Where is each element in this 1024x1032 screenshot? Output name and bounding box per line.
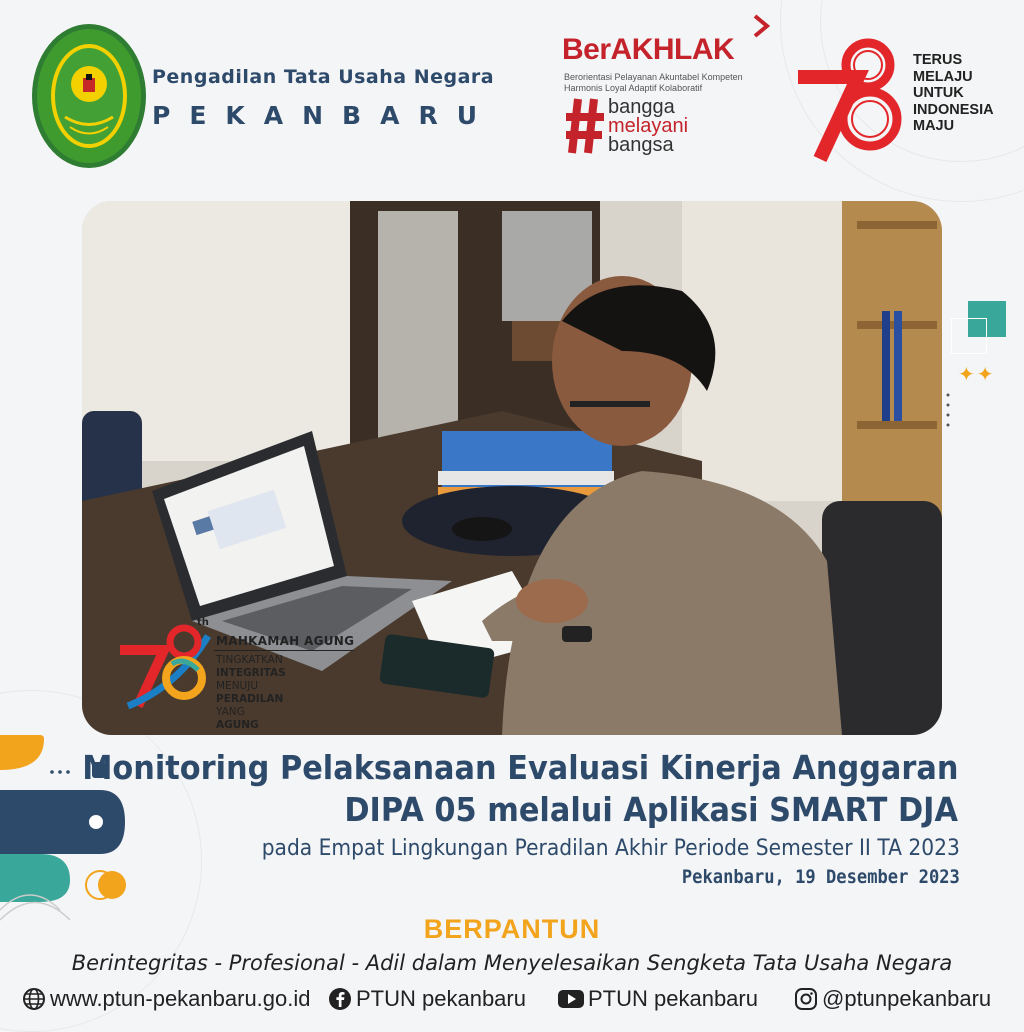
globe-icon xyxy=(22,987,46,1011)
berpantun-motto: Berintegritas - Profesional - Adil dalam Menyelesaikan Sengketa Tata Usaha Negara xyxy=(71,951,953,975)
berakhlak-values-line2: Harmonis Loyal Adaptif Kolaboratif xyxy=(564,83,703,93)
facebook-icon xyxy=(328,987,352,1011)
website-link[interactable] xyxy=(22,986,311,1012)
instagram-icon xyxy=(794,987,818,1011)
mahkamah-agung-78-logo xyxy=(118,616,216,712)
tagline-line: TINGKATKAN INTEGRITAS xyxy=(216,654,286,679)
slogan-line: MAJU xyxy=(913,118,955,134)
tagline-line: MENUJU PERADILAN xyxy=(216,680,284,705)
website-text: www.ptun-pekanbaru.go.id xyxy=(50,986,311,1011)
caption-subtitle: pada Empat Lingkungan Peradilan Akhir Periode Semester II TA 2023 xyxy=(261,836,960,861)
caption-title-line2: DIPA 05 melalui Aplikasi SMART DJA xyxy=(344,790,958,829)
bangsa-word: bangsa xyxy=(608,134,674,156)
berakhlak-values-line1: Berorientasi Pelayanan Akuntabel Kompeten xyxy=(564,72,743,82)
slogan-line: MELAJU xyxy=(913,68,973,85)
footer-contacts xyxy=(22,986,1012,1012)
youtube-icon xyxy=(558,989,584,1009)
caption-dateline: Pekanbaru, 19 Desember 2023 xyxy=(682,866,960,888)
bangga-melayani-bangsa xyxy=(608,98,688,155)
court-city: PEKANBARU xyxy=(152,101,496,130)
badge-divider xyxy=(214,650,354,651)
youtube-text: PTUN pekanbaru xyxy=(588,986,758,1011)
instagram-text: @ptunpekanbaru xyxy=(822,986,992,1011)
berakhlak-chevron-icon xyxy=(752,14,772,38)
melayani-word: melayani xyxy=(608,115,689,137)
slogan-line: UNTUK xyxy=(913,85,964,101)
youtube-link[interactable] xyxy=(558,986,758,1012)
caption-title-line1: Monitoring Pelaksanaan Evaluasi Kinerja Anggaran xyxy=(81,748,958,787)
berpantun-heading: BERPANTUN xyxy=(423,914,601,944)
badge-th-suffix: th xyxy=(197,617,209,628)
berakhlak-logo: BerAKHLAK xyxy=(562,33,735,66)
hut-slogan xyxy=(913,52,994,135)
outline-square-decoration xyxy=(951,318,987,354)
instagram-link[interactable] xyxy=(794,986,991,1012)
dots-decoration xyxy=(946,392,950,434)
court-seal-logo xyxy=(30,22,148,170)
tagline-line: YANG AGUNG xyxy=(216,706,259,731)
facebook-text: PTUN pekanbaru xyxy=(356,986,526,1011)
court-name: Pengadilan Tata Usaha Negara xyxy=(152,66,495,88)
bangga-word: bangga xyxy=(608,96,675,118)
facebook-link[interactable] xyxy=(328,986,526,1012)
hut-78-logo xyxy=(790,35,910,165)
slogan-line: TERUS xyxy=(913,52,963,68)
slogan-line: INDONESIA xyxy=(913,101,994,118)
hashtag-icon xyxy=(564,95,606,157)
star-icon: ✦✦ xyxy=(958,362,996,386)
mahkamah-agung-tagline xyxy=(216,654,286,732)
mahkamah-agung-title: MAHKAMAH AGUNG xyxy=(216,634,355,648)
